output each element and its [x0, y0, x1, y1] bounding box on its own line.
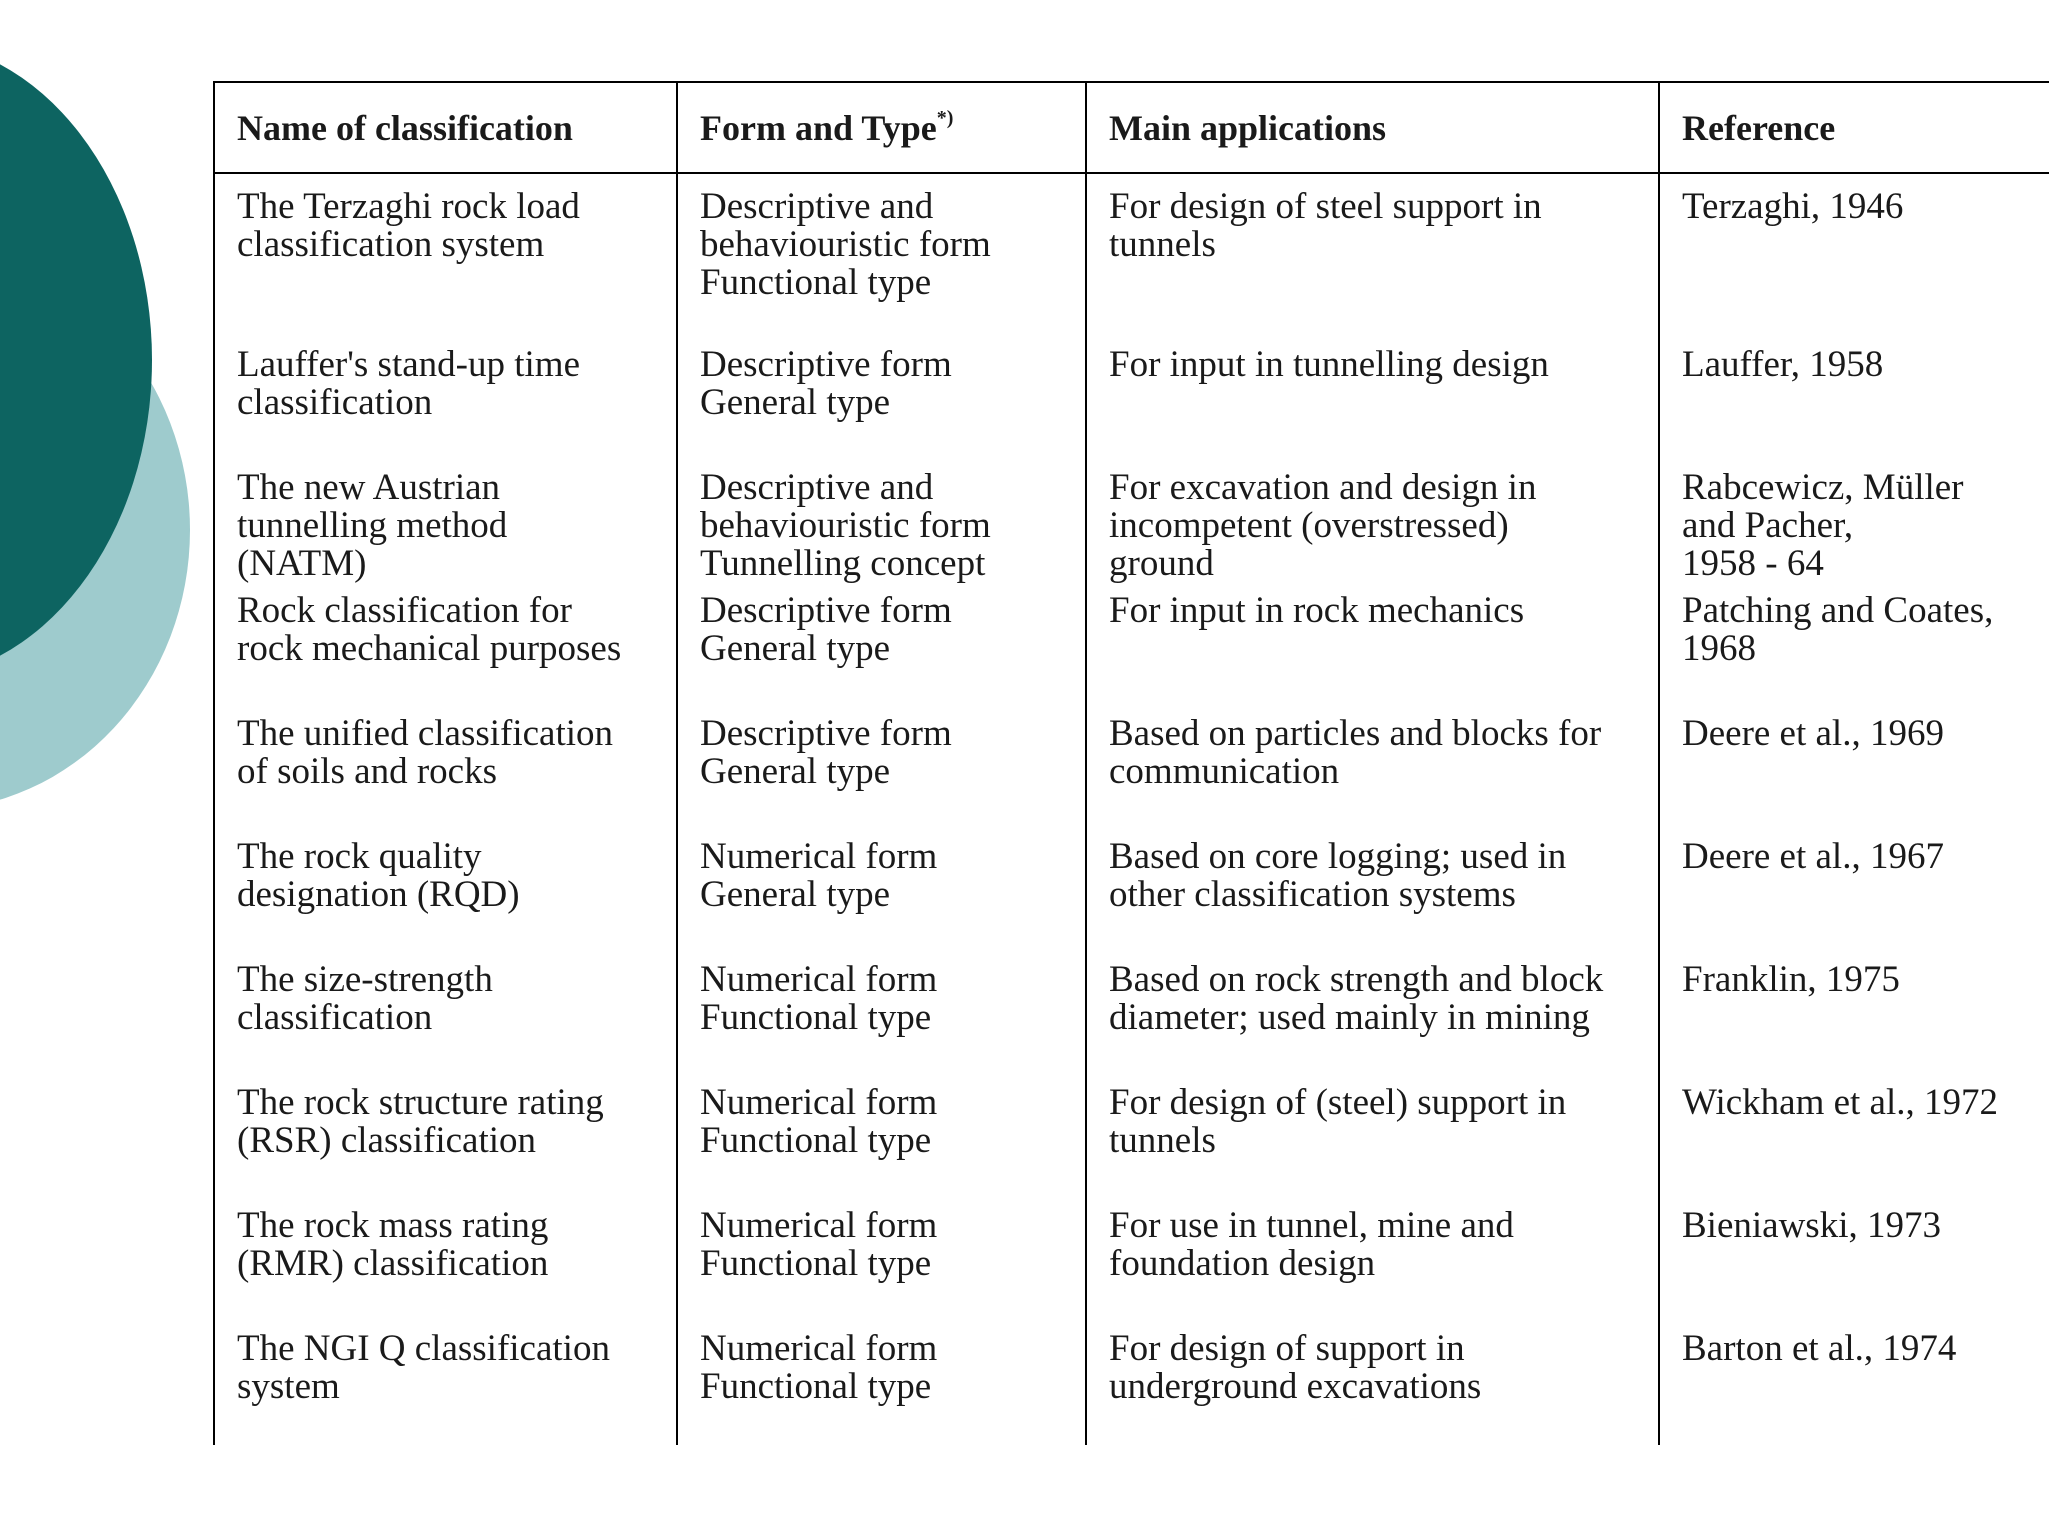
cell-name: The size-strength classification [214, 953, 677, 1076]
cell-applications: For design of (steel) support in tunnels [1086, 1076, 1659, 1199]
table-row [214, 338, 2049, 461]
cell-applications: For use in tunnel, mine and foundation design [1086, 1199, 1659, 1322]
cell-applications: For design of steel support in tunnels [1086, 173, 1659, 338]
cell-form-type: Numerical form Functional type [677, 1322, 1086, 1445]
table-row [214, 830, 2049, 953]
cell-applications: Based on rock strength and block diameter; used mainly in mining [1086, 953, 1659, 1076]
cell-reference: Deere et al., 1969 [1659, 707, 2049, 830]
cell-applications: For design of support in underground excavations [1086, 1322, 1659, 1445]
table-row [214, 1199, 2049, 1322]
cell-reference: Bieniawski, 1973 [1659, 1199, 2049, 1322]
cell-applications: For excavation and design in incompetent (overstressed) ground [1086, 461, 1659, 584]
header-form-type: Form and Type*) [677, 82, 1086, 173]
cell-name: Rock classification for rock mechanical purposes [214, 584, 677, 707]
footnote-mark: *) [936, 106, 954, 129]
cell-applications: Based on core logging; used in other classification systems [1086, 830, 1659, 953]
cell-form-type: Descriptive form General type [677, 707, 1086, 830]
cell-form-type: Numerical form General type [677, 830, 1086, 953]
rock-classification-table [213, 81, 2049, 1445]
header-applications: Main applications [1086, 82, 1659, 173]
cell-form-type: Descriptive and behaviouristic form Functional type [677, 173, 1086, 338]
table-row [214, 461, 2049, 584]
table-row [214, 584, 2049, 707]
cell-name: Lauffer's stand-up time classification [214, 338, 677, 461]
cell-applications: For input in tunnelling design [1086, 338, 1659, 461]
cell-reference: Terzaghi, 1946 [1659, 173, 2049, 338]
table-row [214, 173, 2049, 338]
table-row [214, 1322, 2049, 1445]
table-row [214, 1076, 2049, 1199]
cell-name: The Terzaghi rock load classification system [214, 173, 677, 338]
header-name: Name of classification [214, 82, 677, 173]
table-row [214, 953, 2049, 1076]
cell-name: The rock quality designation (RQD) [214, 830, 677, 953]
cell-name: The rock mass rating (RMR) classification [214, 1199, 677, 1322]
header-reference: Reference [1659, 82, 2049, 173]
table-row [214, 707, 2049, 830]
classification-table-container [213, 81, 2048, 1407]
cell-name: The new Austrian tunnelling method (NATM) [214, 461, 677, 584]
cell-applications: For input in rock mechanics [1086, 584, 1659, 707]
table-header-row [214, 82, 2049, 173]
cell-reference: Barton et al., 1974 [1659, 1322, 2049, 1445]
cell-name: The unified classification of soils and rocks [214, 707, 677, 830]
cell-form-type: Descriptive and behaviouristic form Tunnelling concept [677, 461, 1086, 584]
cell-applications: Based on particles and blocks for communication [1086, 707, 1659, 830]
cell-form-type: Numerical form Functional type [677, 953, 1086, 1076]
cell-reference: Wickham et al., 1972 [1659, 1076, 2049, 1199]
cell-reference: Rabcewicz, Müller and Pacher, 1958 - 64 [1659, 461, 2049, 584]
cell-name: The NGI Q classification system [214, 1322, 677, 1445]
cell-form-type: Numerical form Functional type [677, 1199, 1086, 1322]
cell-name: The rock structure rating (RSR) classification [214, 1076, 677, 1199]
cell-form-type: Descriptive form General type [677, 338, 1086, 461]
cell-reference: Lauffer, 1958 [1659, 338, 2049, 461]
cell-reference: Patching and Coates, 1968 [1659, 584, 2049, 707]
cell-form-type: Descriptive form General type [677, 584, 1086, 707]
cell-form-type: Numerical form Functional type [677, 1076, 1086, 1199]
cell-reference: Deere et al., 1967 [1659, 830, 2049, 953]
cell-reference: Franklin, 1975 [1659, 953, 2049, 1076]
